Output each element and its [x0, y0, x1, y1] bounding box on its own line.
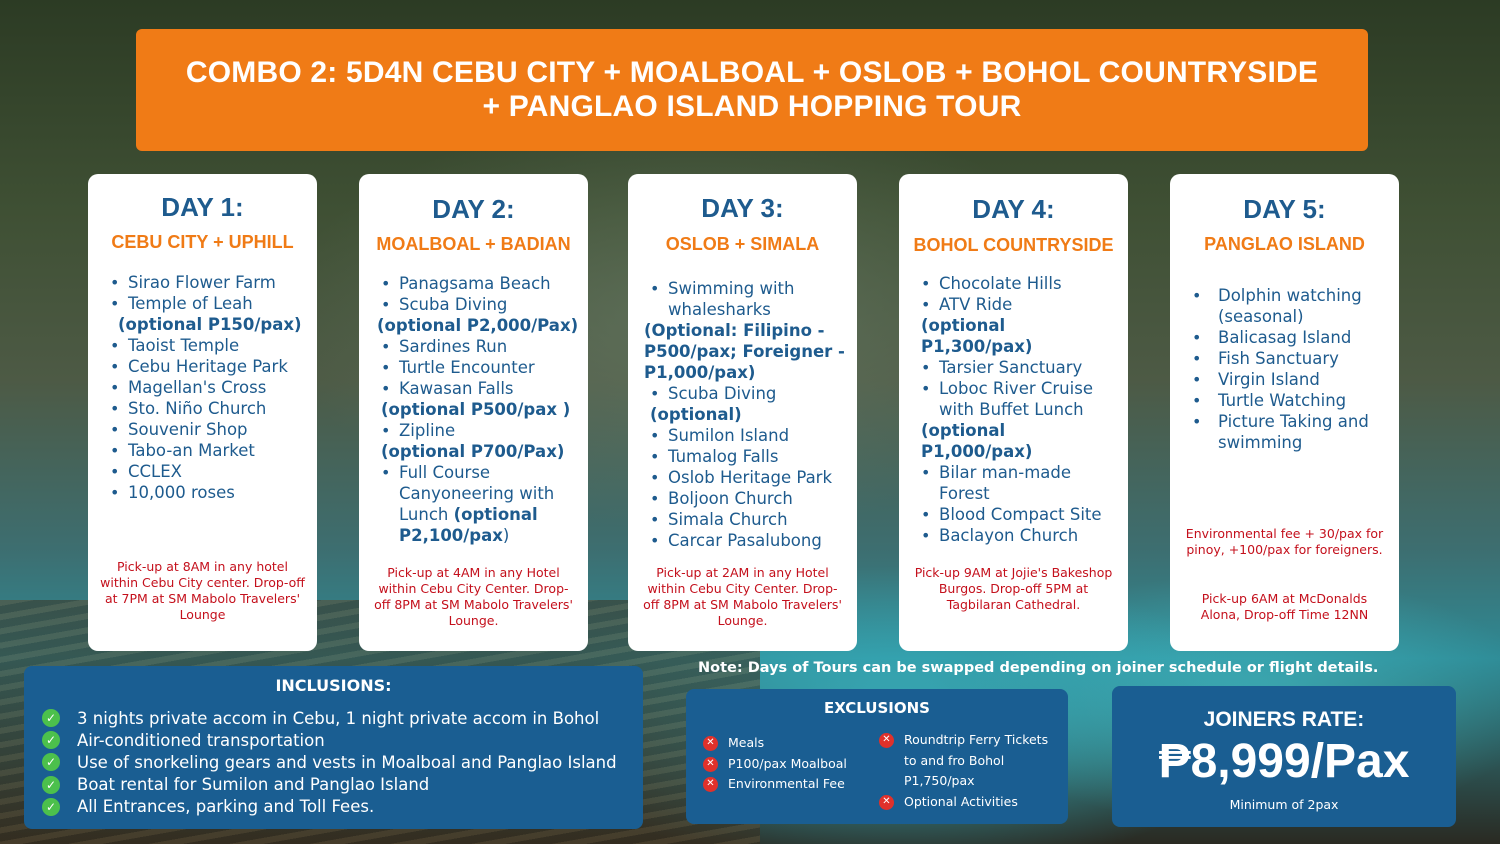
exclusions-panel [686, 689, 1068, 824]
list-item-text: All Entrances, parking and Toll Fees. [77, 797, 375, 817]
list-item [703, 774, 847, 795]
list-item: • Sirao Flower Farm [88, 272, 317, 293]
list-item: • Boljoon Church [628, 488, 857, 509]
list-item: • Tumalog Falls [628, 446, 857, 467]
list-item [879, 730, 1059, 792]
day-title: DAY 4: [972, 194, 1055, 224]
list-item [879, 792, 1059, 813]
x-icon: ✕ [703, 777, 718, 792]
day-subtitle: BOHOL COUNTRYSIDE [913, 235, 1114, 255]
list-item [42, 707, 617, 729]
day-2-card [359, 174, 588, 651]
list-item-text: Boat rental for Sumilon and Panglao Island [77, 775, 430, 795]
title-banner [136, 29, 1368, 151]
optional-price: (optional P150/pax) [118, 315, 302, 334]
list-item: • Virgin Island [1170, 369, 1399, 390]
list-item-text: Full Course Canyoneering with Lunch [399, 463, 555, 524]
list-item: • Scuba Diving [359, 294, 588, 315]
list-item: • Loboc River Cruise with Buffet Lunch [899, 378, 1128, 420]
day-5-card [1170, 174, 1399, 651]
list-item-text: Roundtrip Ferry Tickets to and fro Bohol P1,750/pax [904, 732, 1049, 788]
list-item: • Sto. Niño Church [88, 398, 317, 419]
list-item: • Tabo-an Market [88, 440, 317, 461]
list-item: • Balicasag Island [1170, 327, 1399, 348]
title-line-2: + PANGLAO ISLAND HOPPING TOUR [482, 90, 1022, 123]
itinerary-list [88, 272, 317, 503]
list-item: • Bilar man-made Forest [899, 462, 1128, 504]
inclusions-list [42, 707, 617, 818]
check-icon: ✓ [42, 776, 60, 794]
day-subtitle: OSLOB + SIMALA [665, 234, 820, 254]
optional-price: (optional P2,000/Pax) [377, 316, 579, 335]
list-item: • Fish Sanctuary [1170, 348, 1399, 369]
optional-price: (optional P700/Pax) [381, 442, 565, 461]
day-title: DAY 1: [161, 192, 244, 222]
environmental-fee-note: Environmental fee + 30/pax for pinoy, +100/pax for foreigners. [1185, 526, 1384, 557]
list-item [703, 754, 847, 775]
list-item: • Turtle Encounter [359, 357, 588, 378]
itinerary-list [628, 278, 857, 551]
list-item [703, 733, 847, 754]
day-3-card [628, 174, 857, 651]
list-item [42, 796, 617, 818]
list-item: • Cebu Heritage Park [88, 356, 317, 377]
list-item: • Chocolate Hills [899, 273, 1128, 294]
itinerary-list [1170, 285, 1399, 453]
x-icon: ✕ [703, 757, 718, 772]
list-item: • Taoist Temple [88, 335, 317, 356]
optional-price: (optional P1,000/pax) [921, 421, 1033, 461]
day-subtitle: PANGLAO ISLAND [1204, 234, 1365, 254]
x-icon: ✕ [879, 733, 894, 748]
list-item: • Blood Compact Site [899, 504, 1128, 525]
list-item: • Temple of Leah [88, 293, 317, 314]
check-icon: ✓ [42, 709, 60, 727]
day-subtitle: CEBU CITY + UPHILL [111, 232, 294, 252]
schedule-note: Note: Days of Tours can be swapped depending on joiner schedule or flight details. [698, 660, 1379, 676]
list-item: • Swimming with whalesharks [628, 278, 857, 320]
day-4-card [899, 174, 1128, 651]
list-item: • Simala Church [628, 509, 857, 530]
list-item-text: Use of snorkeling gears and vests in Moalboal and Panglao Island [77, 752, 617, 772]
list-item: • Picture Taking and swimming [1170, 411, 1399, 453]
optional-price: (optional) [650, 405, 742, 424]
list-item-text: P100/pax Moalboal [728, 755, 847, 771]
optional-price: (optional P2,100/pax [399, 505, 538, 545]
inclusions-panel [24, 666, 643, 829]
list-item: • Tarsier Sanctuary [899, 357, 1128, 378]
list-item [42, 774, 617, 796]
pickup-dropoff-note: Pick-up at 8AM in any hotel within Cebu City center. Drop-off at 7PM at SM Mabolo Travelers' Lounge [100, 559, 305, 622]
check-icon: ✓ [42, 731, 60, 749]
list-item: • Souvenir Shop [88, 419, 317, 440]
pickup-dropoff-note: Pick-up 6AM at McDonalds Alona, Drop-off Time 12NN [1200, 591, 1369, 622]
day-title: DAY 2: [432, 194, 515, 224]
list-item: • Dolphin watching (seasonal) [1170, 285, 1399, 327]
check-icon: ✓ [42, 798, 60, 816]
list-item: • Panagsama Beach [359, 273, 588, 294]
list-item: • Magellan's Cross [88, 377, 317, 398]
rate-price: ₱8,999/Pax [1158, 735, 1410, 788]
list-item: • Kawasan Falls [359, 378, 588, 399]
list-item: • ATV Ride [899, 294, 1128, 315]
page-title [186, 56, 1318, 124]
exclusions-heading: EXCLUSIONS [824, 699, 930, 717]
x-icon: ✕ [703, 736, 718, 751]
list-item-text: Optional Activities [904, 793, 1018, 809]
pickup-dropoff-note: Pick-up 9AM at Jojie's Bakeshop Burgos. Drop-off 5PM at Tagbilaran Cathedral. [914, 565, 1113, 612]
optional-price: (optional P1,300/pax) [921, 316, 1033, 356]
itinerary-list [899, 273, 1128, 546]
list-item: • Oslob Heritage Park [628, 467, 857, 488]
itinerary-list [359, 273, 588, 546]
day-subtitle: MOALBOAL + BADIAN [376, 234, 571, 254]
exclusions-list-right [879, 730, 1059, 812]
exclusions-list-left [703, 733, 847, 795]
list-item-text: Environmental Fee [728, 776, 845, 791]
closing-paren: ) [502, 526, 510, 545]
optional-price: (Optional: Filipino - P500/pax; Foreigner - P1,000/pax) [644, 321, 845, 382]
day-1-card [88, 174, 317, 651]
joiners-rate-panel [1112, 686, 1456, 827]
list-item-text: Air-conditioned transportation [77, 730, 325, 750]
list-item [42, 729, 617, 751]
list-item: • Baclayon Church [899, 525, 1128, 546]
check-icon: ✓ [42, 753, 60, 771]
list-item: • CCLEX [88, 461, 317, 482]
title-line-1: COMBO 2: 5D4N CEBU CITY + MOALBOAL + OSLOB + BOHOL COUNTRYSIDE [185, 56, 1319, 89]
list-item: • Sumilon Island [628, 425, 857, 446]
optional-price: (optional P500/pax ) [381, 400, 571, 419]
list-item: • Sardines Run [359, 336, 588, 357]
day-title: DAY 5: [1243, 194, 1326, 224]
list-item: • Carcar Pasalubong [628, 530, 857, 551]
list-item [359, 462, 588, 546]
rate-title: JOINERS RATE: [1203, 708, 1365, 731]
list-item: • Zipline [359, 420, 588, 441]
inclusions-heading: INCLUSIONS: [275, 676, 392, 695]
pickup-dropoff-note: Pick-up at 2AM in any Hotel within Cebu City Center. Drop-off 8PM at SM Mabolo Travelers' Lounge. [643, 565, 842, 628]
list-item: • Turtle Watching [1170, 390, 1399, 411]
day-title: DAY 3: [701, 193, 784, 223]
list-item [42, 751, 617, 773]
list-item-text: 3 nights private accom in Cebu, 1 night private accom in Bohol [77, 708, 600, 728]
list-item-text: Meals [728, 735, 765, 750]
pickup-dropoff-note: Pick-up at 4AM in any Hotel within Cebu City Center. Drop-off 8PM at SM Mabolo Travelers' Lounge. [374, 565, 573, 628]
list-item: • 10,000 roses [88, 482, 317, 503]
rate-minimum: Minimum of 2pax [1229, 797, 1339, 812]
x-icon: ✕ [879, 795, 894, 810]
list-item: • Scuba Diving [628, 383, 857, 404]
